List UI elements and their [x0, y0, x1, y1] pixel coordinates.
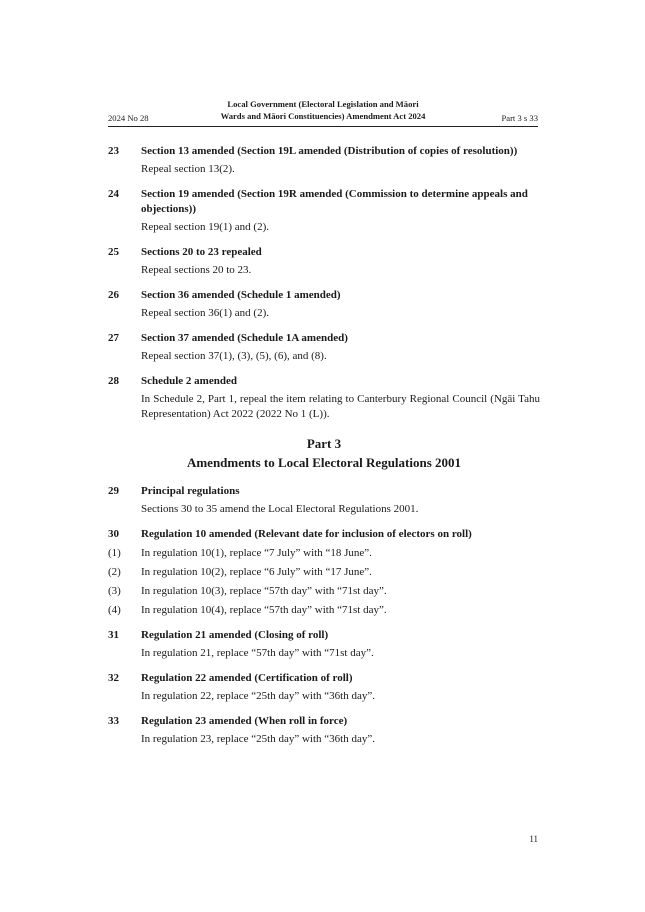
subsection — [108, 546, 540, 561]
act-title-line2: Wards and Māori Constituencies) Amendment Act 2024 — [220, 111, 426, 121]
section-title: Section 37 amended (Schedule 1A amended) — [141, 332, 348, 344]
section-28 — [108, 374, 540, 422]
section-number: 25 — [108, 246, 119, 258]
section-text: In regulation 21, replace “57th day” with “71st day”. — [141, 647, 374, 659]
section-number: 24 — [108, 188, 119, 200]
section-title: Section 19 amended (Section 19R amended (Commission to determine appeals and objections)) — [141, 188, 528, 215]
act-title-line1: Local Government (Electoral Legislation and Māori — [227, 99, 419, 109]
section-27 — [108, 331, 540, 364]
section-title: Regulation 23 amended (When roll in force) — [141, 715, 348, 727]
subsection-text: In regulation 10(2), replace “6 July” with “17 June”. — [141, 566, 372, 578]
section-title: Regulation 22 amended (Certification of roll) — [141, 672, 353, 684]
subsection-label: (1) — [108, 547, 121, 559]
section-title: Regulation 10 amended (Relevant date for inclusion of electors on roll) — [141, 528, 472, 540]
subsection-label: (4) — [108, 604, 121, 616]
section-33 — [108, 714, 540, 747]
page-number: 11 — [529, 834, 538, 844]
section-title: Sections 20 to 23 repealed — [141, 246, 262, 258]
section-number: 23 — [108, 145, 119, 157]
section-number: 32 — [108, 672, 119, 684]
section-number: 29 — [108, 485, 119, 497]
subsection — [108, 565, 540, 580]
section-title: Schedule 2 amended — [141, 375, 237, 387]
page-content — [108, 144, 540, 757]
section-number: 27 — [108, 332, 119, 344]
section-23 — [108, 144, 540, 177]
part-heading — [108, 434, 540, 472]
section-number: 33 — [108, 715, 119, 727]
section-25 — [108, 245, 540, 278]
section-number: 30 — [108, 528, 119, 540]
subsection-text: In regulation 10(1), replace “7 July” with “18 June”. — [141, 547, 372, 559]
section-text: Repeal section 36(1) and (2). — [141, 307, 269, 319]
subsection-label: (3) — [108, 585, 121, 597]
act-number: 2024 No 28 — [108, 113, 149, 123]
subsection — [108, 584, 540, 599]
section-31 — [108, 628, 540, 661]
part-number: Part 3 — [306, 436, 342, 451]
section-text: In regulation 22, replace “25th day” with “36th day”. — [141, 690, 375, 702]
section-text: Repeal sections 20 to 23. — [141, 264, 252, 276]
section-title: Section 13 amended (Section 19L amended (Distribution of copies of resolution)) — [141, 145, 518, 157]
section-number: 28 — [108, 375, 119, 387]
part-title: Amendments to Local Electoral Regulations 2001 — [186, 455, 462, 470]
section-29 — [108, 484, 540, 517]
section-title: Regulation 21 amended (Closing of roll) — [141, 629, 329, 641]
subsection-text: In regulation 10(3), replace “57th day” with “71st day”. — [141, 585, 387, 597]
subsection — [108, 603, 540, 618]
act-title — [108, 98, 538, 122]
section-number: 31 — [108, 629, 119, 641]
section-number: 26 — [108, 289, 119, 301]
section-24 — [108, 187, 540, 235]
section-26 — [108, 288, 540, 321]
section-title: Principal regulations — [141, 485, 240, 497]
subsection-text: In regulation 10(4), replace “57th day” with “71st day”. — [141, 604, 387, 616]
subsection-label: (2) — [108, 566, 121, 578]
section-text: Repeal section 37(1), (3), (5), (6), and (8). — [141, 350, 327, 362]
section-text: In Schedule 2, Part 1, repeal the item relating to Canterbury Regional Council (Ngāi Tahu Representation) Act 2022 (2022 No 1 (L)). — [141, 393, 540, 420]
section-title: Section 36 amended (Schedule 1 amended) — [141, 289, 341, 301]
section-text: In regulation 23, replace “25th day” with “36th day”. — [141, 733, 375, 745]
section-text: Repeal section 13(2). — [141, 163, 235, 175]
running-header — [108, 98, 538, 127]
section-30 — [108, 527, 540, 618]
section-32 — [108, 671, 540, 704]
section-text: Sections 30 to 35 amend the Local Electoral Regulations 2001. — [141, 503, 419, 515]
section-text: Repeal section 19(1) and (2). — [141, 221, 269, 233]
part-section-ref: Part 3 s 33 — [501, 113, 538, 123]
